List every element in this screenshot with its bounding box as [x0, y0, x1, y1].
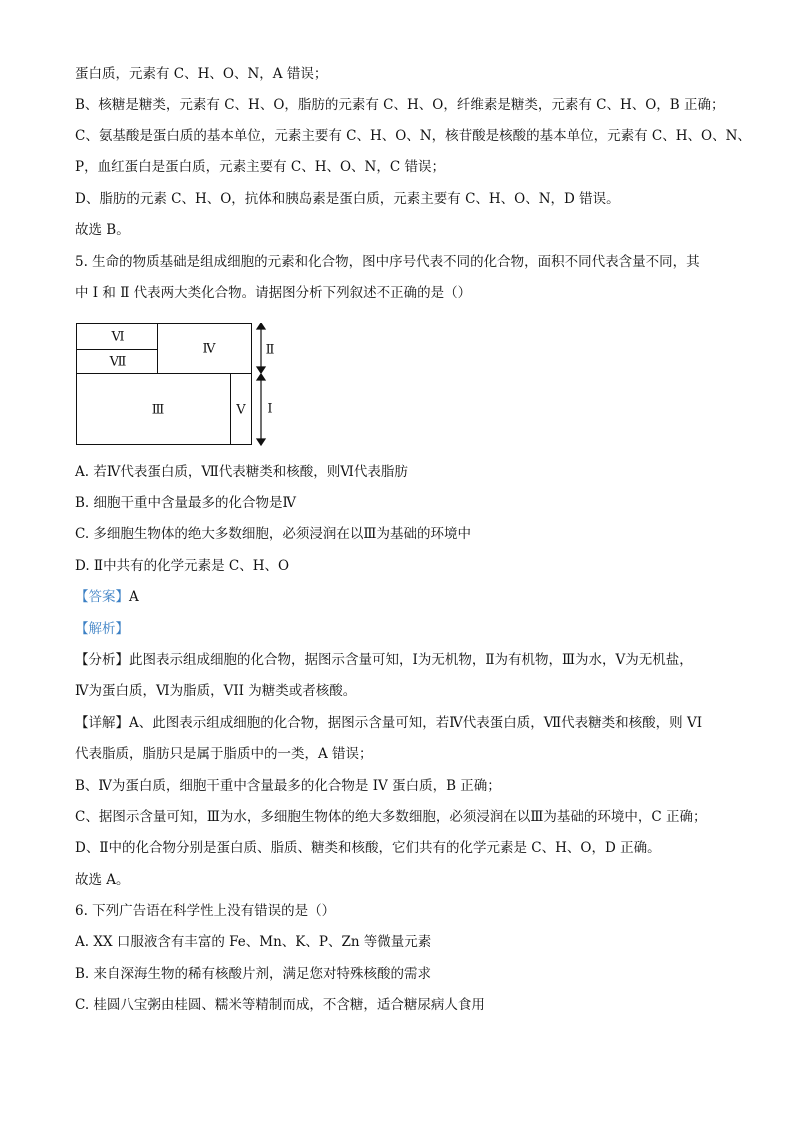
text-line: C、据图示含量可知，Ⅲ为水，多细胞生物体的绝大多数细胞，必须浸润在以Ⅲ为基础的环境中，C 正确；	[75, 809, 707, 825]
answer-line	[75, 587, 734, 607]
text-line: B、核糖是糖类，元素有 C、H、O，脂肪的元素有 C、H、O，纤维素是糖类，元素有 C、H、O，B 正确；	[75, 97, 725, 113]
q6-option-a: A. XX 口服液含有丰富的 Fe、Mn、K、P、Zn 等微量元素	[75, 934, 432, 950]
fenxi-text: 此图表示组成细胞的化合物，据图示含量可知，Ⅰ为无机物，Ⅱ为有机物，Ⅲ为水，Ⅴ为无机盐，	[129, 652, 693, 668]
question-6-stem: 6. 下列广告语在科学性上没有错误的是（）	[75, 903, 336, 919]
text-line: D、Ⅱ中的化合物分别是蛋白质、脂质、糖类和核酸，它们共有的化学元素是 C、H、O，D 正确。	[75, 840, 661, 856]
label-ii: Ⅱ	[265, 342, 275, 358]
text-line: 蛋白质，元素有 C、H、O、N，A 错误；	[75, 66, 328, 82]
text-line: 故选 B。	[75, 222, 130, 238]
label-iv: Ⅳ	[202, 341, 216, 357]
xiangjie-line	[75, 713, 734, 733]
fenxi-line-2: Ⅳ为蛋白质，Ⅵ为脂质，VII 为糖类或者核酸。	[75, 683, 357, 699]
label-i: Ⅰ	[267, 401, 273, 417]
q6-option-c: C. 桂圆八宝粥由桂圆、糯米等精制而成，不含糖，适合糖尿病人食用	[75, 997, 485, 1013]
xiangjie-text: A、此图表示组成细胞的化合物，据图示含量可知，若Ⅳ代表蛋白质，Ⅶ代表糖类和核酸，则 VI	[129, 715, 703, 731]
label-vii: Ⅶ	[109, 354, 127, 370]
option-b: B. 细胞干重中含量最多的化合物是Ⅳ	[75, 495, 296, 511]
fenxi-tag: 【分析】	[75, 652, 129, 668]
question-5-stem: 中 Ⅰ 和 Ⅱ 代表两大类化合物。请据图分析下列叙述不正确的是（）	[75, 285, 472, 301]
text-line: C、氨基酸是蛋白质的基本单位，元素主要有 C、H、O、N，核苷酸是核酸的基本单位，元素有 C、H、O、N、	[75, 128, 751, 144]
text-line: B、Ⅳ为蛋白质，细胞干重中含量最多的化合物是 IV 蛋白质，B 正确；	[75, 778, 501, 794]
text-line: D、脂肪的元素 C、H、O，抗体和胰岛素是蛋白质，元素主要有 C、H、O、N，D 错误。	[75, 191, 620, 207]
xiangjie-line-2: 代表脂质，脂肪只是属于脂质中的一类，A 错误；	[75, 746, 373, 762]
compound-area-diagram	[76, 323, 276, 447]
analysis-heading	[75, 619, 734, 639]
fenxi-line	[75, 650, 734, 670]
text-line: 故选 A。	[75, 872, 130, 888]
label-vi: Ⅵ	[111, 329, 125, 345]
text-line: P，血红蛋白是蛋白质，元素主要有 C、H、O、N，C 错误；	[75, 159, 445, 175]
option-c: C. 多细胞生物体的绝大多数细胞，必须浸润在以Ⅲ为基础的环境中	[75, 526, 471, 542]
label-v: Ⅴ	[236, 402, 246, 418]
option-d: D. Ⅱ中共有的化学元素是 C、H、O	[75, 558, 290, 574]
answer-tag: 【答案】	[75, 589, 129, 605]
label-iii: Ⅲ	[151, 402, 165, 418]
option-a: A. 若Ⅳ代表蛋白质，Ⅶ代表糖类和核酸，则Ⅵ代表脂肪	[75, 464, 408, 480]
analysis-tag: 【解析】	[75, 621, 129, 637]
xiangjie-tag: 【详解】	[75, 715, 129, 731]
answer-value: A	[129, 589, 139, 605]
question-5-stem: 5. 生命的物质基础是组成细胞的元素和化合物，图中序号代表不同的化合物，面积不同代表含量不同，其	[75, 254, 700, 270]
q6-option-b: B. 来自深海生物的稀有核酸片剂，满足您对特殊核酸的需求	[75, 966, 432, 982]
